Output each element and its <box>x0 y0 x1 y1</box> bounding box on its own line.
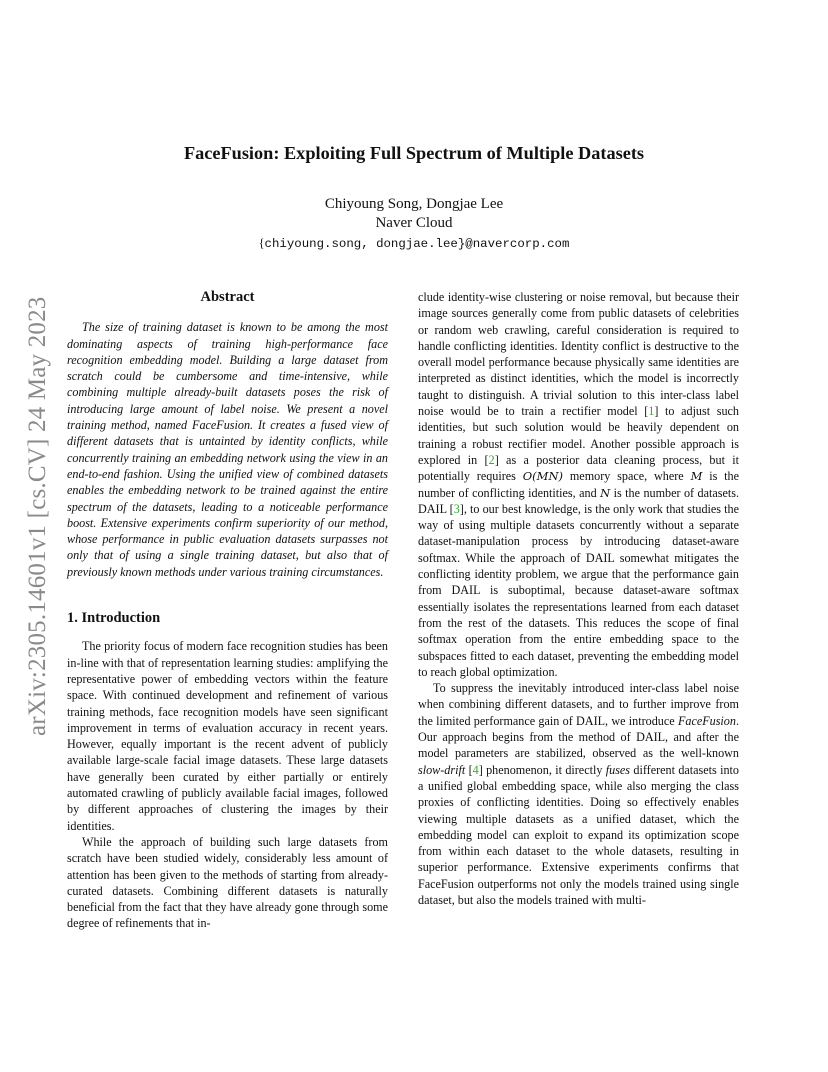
text-run: [ <box>465 762 473 777</box>
text-run: memory space, where <box>563 469 691 484</box>
arxiv-identifier-stamp: arXiv:2305.14601v1 [cs.CV] 24 May 2023 <box>24 296 51 736</box>
text-run: ] phenomenon, it directly <box>478 762 606 777</box>
abstract-text: The size of training dataset is known to be among the most dominating aspects of training high-performance face recognition embedding model. Building a large dataset from scratch could be cumbersome and time-intensive, while combining multiple already-built datasets poses the risk of introducing large amount of label noise. We present a novel training method, named FaceFusion. It creates a fused view of different datasets that is untainted by identity conflicts, while concurrently training an embedding network using the view in an end-to-end fashion. Using the unified view of combined datasets enables the embedding network to be trained against the entire spectrum of the datasets, leading to a noticeable performance boost. Extensive experiments confirm superiority of our method, whose performance in public evaluation datasets surpasses not only that of using a single training dataset, but also that of previously known methods under various training circumstances. <box>67 320 388 579</box>
text-run: ] to adjust such identities, but such solution would be heavily dependent on training a robust rectifier model. Another possible approach is explored in [ <box>418 404 739 467</box>
abstract-heading: Abstract <box>200 289 255 305</box>
emphasis-slow-drift: slow-drift <box>418 762 466 777</box>
text-run: is the number of conflicting identities, and <box>418 469 739 500</box>
affiliation: Naver Cloud <box>375 215 453 231</box>
text-run: ] as a posterior data cleaning process, but it potentially requires <box>418 452 740 484</box>
citation-link-3[interactable]: 3 <box>453 501 460 516</box>
email-brace-open: { <box>258 236 265 250</box>
citation-link-1[interactable]: 1 <box>648 404 655 419</box>
author-list: Chiyoung Song, Dongjae Lee <box>324 196 504 212</box>
citation-link-2[interactable]: 2 <box>488 452 495 467</box>
text-run: clude identity-wise clustering or noise removal, but because their image sources generally come from public datasets of celebrities or random web crawling, careful consideration is required to handle conflicting identities. Identity conflict is destructive to the overall model performance because physically same identities are interpreted as distinct identities, which the model is incorrectly taught to distinguish. A trivial solution to this inter-class label noise would be to train a rectifier model [ <box>418 290 739 419</box>
math-n: N <box>600 485 611 500</box>
intro-paragraph-2: While the approach of building such large datasets from scratch have been studied widely, considerably less amount of attention has been given to the methods of starting from already-curated datasets. Combining different datasets is naturally beneficial from the fact that they have already gone through some degree of refinements that in- <box>67 834 388 931</box>
intro-paragraph-1: The priority focus of modern face recognition studies has been in-line with that of representation learning studies: amplifying the representative power of embedding vectors within the feature space. With continued development and refinement of various training methods, face recognition models have seen significant improvement in terms of evaluation accuracy in recent years. However, equally important is the recent advent of publicly available large-scale facial image datasets. These large datasets have generally been curated by either partially or entirely automated crawling of publicly available facial images, followed by different approaches of clustering the images by their identities. <box>67 639 388 833</box>
section-heading-introduction: 1. Introduction <box>67 610 161 627</box>
email-domain: }@navercorp.com <box>457 237 570 251</box>
text-run: ], to our best knowledge, is the only work that studies the way of using multiple datasets concurrently without a separate dataset-manipulation process by introducing dataset-aware softmax. While the approach of DAIL somewhat mitigates the conflicting identity problem, we argue that the performance gain from DAIL is suboptimal, because dataset-aware softmax essentially isolates the representations learned from each dataset from the rest of the datasets. This reduces the scope of final softmax operation from the entire embedding space to the subspaces fitted to each dataset, preventing the embedding model to reach global optimization. <box>418 501 739 679</box>
text-run: To suppress the inevitably introduced inter-class label noise when combining different datasets, and to further improve from the limited performance gain of DAIL, we introduce <box>418 681 739 728</box>
intro-paragraph-2-continued <box>418 289 739 680</box>
math-omn: O(MN) <box>522 469 563 484</box>
intro-paragraph-3 <box>418 680 739 908</box>
right-column <box>418 289 739 908</box>
left-column <box>67 289 388 932</box>
emphasis-fuses: fuses <box>605 762 631 777</box>
author-emails <box>0 236 828 251</box>
text-run: . Our approach begins from the method of DAIL, and after the model parameters are stabilized, observed as the well-known <box>418 713 739 761</box>
math-m: M <box>690 469 703 484</box>
text-run: is the number of datasets. DAIL [ <box>418 485 739 516</box>
paper-title: FaceFusion: Exploiting Full Spectrum of Multiple Datasets <box>183 143 645 163</box>
email-names: chiyoung.song, dongjae.lee <box>264 237 458 251</box>
citation-link-4[interactable]: 4 <box>472 762 479 777</box>
text-run: different datasets into a unified global embedding space, while also merging the class proxies of conflicting identities. Doing so effectively enables viewing multiple datasets as a unified dataset, which the embedding model can exploit to expand its optimization scope from within each dataset to the whole datasets, resulting in superior performance. Extensive experiments confirms that FaceFusion outperforms not only the models trained using single dataset, but also the models trained with multi- <box>418 762 739 907</box>
emphasis-facefusion: FaceFusion <box>677 713 736 728</box>
